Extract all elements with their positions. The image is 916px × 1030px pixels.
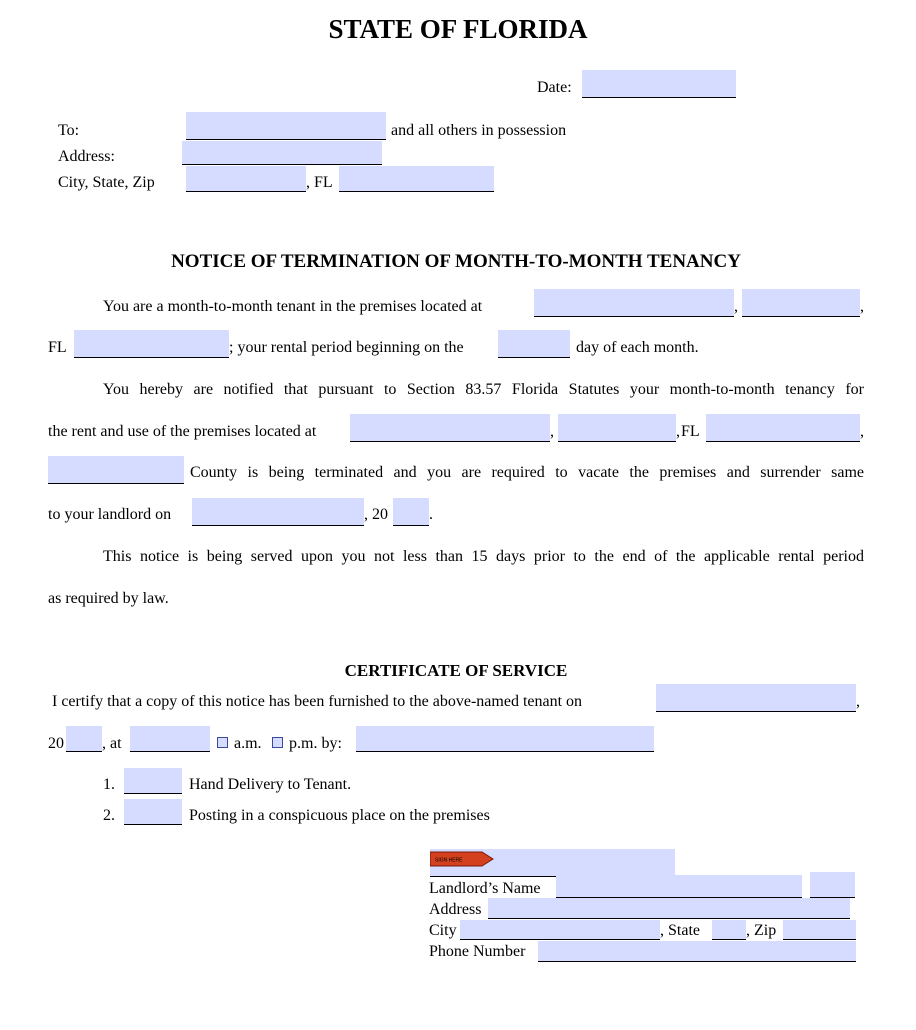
premises-city-field[interactable] xyxy=(742,289,860,317)
landlord-state-label: , State xyxy=(660,922,700,939)
tenant-name-field[interactable] xyxy=(186,112,386,140)
service-year-field[interactable] xyxy=(66,726,102,752)
cert-twenty: 20 xyxy=(48,735,64,752)
landlord-name-field[interactable] xyxy=(556,875,802,898)
p2-text-a: You hereby are notified that pursuant to Section 83.57 Florida Statutes your month-to-month tenancy for xyxy=(103,381,864,398)
date-field[interactable] xyxy=(582,70,736,98)
p1-text-c: day of each month. xyxy=(576,339,699,356)
terminated-premises-city-field[interactable] xyxy=(558,414,676,442)
item1-number: 1. xyxy=(103,776,115,793)
tenant-city-field[interactable] xyxy=(186,166,306,192)
am-checkbox[interactable] xyxy=(217,737,228,748)
landlord-city-label: City xyxy=(429,922,457,939)
served-by-field[interactable] xyxy=(356,726,654,752)
p2-comma: , xyxy=(550,423,554,440)
am-label: a.m. xyxy=(234,735,262,752)
p2-text-c: County is being terminated and you are required to vacate the premises and surrender same xyxy=(190,464,864,481)
p2-text-d: to your landlord on xyxy=(48,506,172,523)
premises-zip-field[interactable] xyxy=(74,330,229,358)
p2-text-b: the rent and use of the premises located at xyxy=(48,423,317,440)
posting-field[interactable] xyxy=(124,799,182,825)
vacate-date-field[interactable] xyxy=(192,498,364,526)
cert-text-a: I certify that a copy of this notice has been furnished to the above-named tenant on xyxy=(52,693,583,710)
item1-text: Hand Delivery to Tenant. xyxy=(189,776,352,793)
fl-separator: , FL xyxy=(306,174,333,191)
p1-comma: , xyxy=(734,298,738,315)
tenant-address-field[interactable] xyxy=(182,141,382,165)
landlord-phone-label: Phone Number xyxy=(429,943,526,960)
sign-here-text: SIGN HERE xyxy=(435,857,463,864)
pm-label: p.m. by: xyxy=(289,735,342,752)
cert-at: , at xyxy=(102,735,122,752)
item2-text: Posting in a conspicuous place on the premises xyxy=(189,807,490,824)
notice-heading: NOTICE OF TERMINATION OF MONTH-TO-MONTH TENANCY xyxy=(171,251,741,272)
p2-comma-end: , xyxy=(860,423,864,440)
p2-twenty: , 20 xyxy=(364,506,388,523)
county-field[interactable] xyxy=(48,456,184,484)
tenant-zip-field[interactable] xyxy=(339,166,494,192)
city-state-zip-label: City, State, Zip xyxy=(58,174,155,191)
cert-comma: , xyxy=(856,693,860,710)
p2-period: . xyxy=(429,506,433,523)
landlord-zip-label: , Zip xyxy=(746,922,777,939)
service-date-field[interactable] xyxy=(656,684,856,712)
premises-address-field[interactable] xyxy=(534,289,734,317)
service-time-field[interactable] xyxy=(130,726,210,752)
p1-text-a: You are a month-to-month tenant in the premises located at xyxy=(103,298,483,315)
terminated-premises-address-field[interactable] xyxy=(350,414,550,442)
landlord-address-label: Address xyxy=(429,901,482,918)
hand-delivery-field[interactable] xyxy=(124,768,182,794)
terminated-premises-zip-field[interactable] xyxy=(706,414,860,442)
landlord-state-field[interactable] xyxy=(712,920,746,940)
address-label: Address: xyxy=(58,148,115,165)
landlord-city-field[interactable] xyxy=(460,920,660,940)
landlord-name-extra-field[interactable] xyxy=(810,872,855,898)
p2-fl-label: , xyxy=(676,423,680,440)
landlord-address-field[interactable] xyxy=(488,898,850,919)
p1-text-b: ; your rental period beginning on the xyxy=(229,339,464,356)
pm-checkbox[interactable] xyxy=(272,737,283,748)
landlord-zip-field[interactable] xyxy=(783,920,856,940)
p3-text-b: as required by law. xyxy=(48,590,169,607)
p1-comma-end: , xyxy=(860,298,864,315)
p2-fl-text: FL xyxy=(681,423,700,440)
document-title: STATE OF FLORIDA xyxy=(328,14,588,44)
vacate-year-field[interactable] xyxy=(393,498,429,526)
date-label: Date: xyxy=(537,79,572,96)
landlord-phone-field[interactable] xyxy=(538,941,856,962)
rental-period-day-field[interactable] xyxy=(498,330,570,358)
landlord-name-label: Landlord’s Name xyxy=(429,880,541,897)
to-label: To: xyxy=(58,122,80,139)
certificate-heading: CERTIFICATE OF SERVICE xyxy=(344,661,568,680)
sign-here-tag xyxy=(430,851,494,867)
p1-fl-label: FL xyxy=(48,339,67,356)
item2-number: 2. xyxy=(103,807,115,824)
others-in-possession-text: and all others in possession xyxy=(391,122,567,139)
p3-text-a: This notice is being served upon you not less than 15 days prior to the end of the applicable rental period xyxy=(103,548,864,565)
